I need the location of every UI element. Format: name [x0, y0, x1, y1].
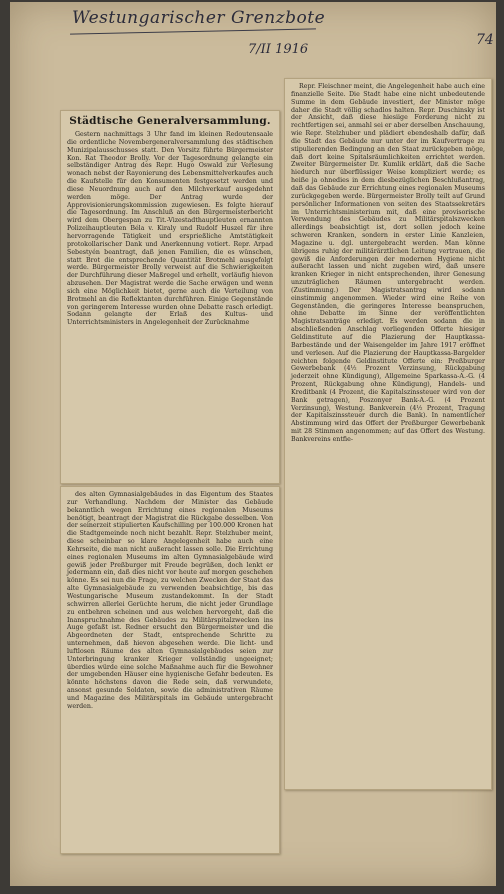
article-clipping-3	[284, 78, 492, 790]
article-column-3	[285, 79, 491, 444]
article-heading: Städtische Generalversammlung.	[69, 115, 271, 127]
article-column-1	[61, 131, 279, 327]
handwritten-underline	[70, 28, 316, 34]
handwritten-date: 7/II 1916	[248, 42, 309, 57]
article-clipping-1	[60, 110, 280, 484]
article-text-col1: Gestern nachmittags 3 Uhr fand im kleinen Redoutensaale die ordentliche Novembergeneralversammlung des städtischen Munizipalausschusses statt. Den Vorsitz führte Bürgermeister Kon. Rat Theodor Brolly. Vor der Tagesordnung gelangte ein selbständiger Antrag des Repr. Hugo Oswald zur Verlesung wonach nebst der Rayonierung des Lebensmittelverkaufes auch die Kaufstelle für den Konsumenten festgesetzt werden und diese Neuordnung auch auf den Milchverkauf ausgedehnt werden möge. Der Antrag wurde der Approvisionierungskommission zugewiesen. Es folgte hierauf die Tagesordnung. Im Anschluß an den Bürgermeisterbericht wird dem Obergespan zu Tit.-Vizestadthauptleuten ernannten Polizeihauptleuten Béla v. Kiraly und Rudolf Huszel für ihre hervorragende Tätigkeit und ersprießliche Amtstätigkeit protokollarischer Dank und Anerkennung votiert. Repr. Arpad Sebestyén beantragt, daß jenen Familien, die es wünschen, statt Brot die entsprechende Quantität Brotmehl ausgefolgt werde. Bürgermeister Brolly verweist auf die Schwierigkeiten der Durchführung dieser Maßregel und erhellt, vorläufig hievon abzusehen. Der Magistrat werde die Sache erwägen und wenn sich eine Möglichkeit bietet, gerne auch die Verteilung von Brotmehl an die Reflektanten durchführen. Einige Gegenstände von geringerem Interesse wurden ohne Debatte rasch erledigt. Sodann gelangte der Erlaß des Kultus- und Unterrichtsministers in Angelegenheit der Zurücknahme	[67, 131, 273, 327]
article-text-col3: Repr. Fleischner meint, die Angelegenheit habe auch eine finanzielle Seite. Die Stadt habe eine nicht unbedeutende Summe in dem Gebäude investiert, der Minister möge daher die Stadt völlig schadlos halten. Repr. Duschinsky ist der Ansicht, daß diese hiesiige Forderung nicht zu rechtfertigen sei, anmahl sei er aber derselben Anschauung, wie Repr. Stelzhuber und plädiert ebendeshalb dafür, daß die Stadt das Gebäude nur unter der im Kaufvertrage zu stipulierenden Bedingung an den Staat zurückgeben möge, daß dort keine Spitalsräumlichkeiten errichtet werden. Zweiter Bürgermeister Dr. Kumlik erklärt, daß die Sache hiedurch nur überflüssiger Weise kompliziert werde; es heiße ja ohnedies in dem diesbezüglichen Beschlußantrag, daß das Gebäude zur Errichtung eines regionalen Museums zurückgegeben werde. Bürgermeister Brolly teilt auf Grund persönlicher Informationen von seiten des Staatssekretärs im Unterrichtsministerium mit, daß eine provisorische Verwendung des Gebäudes zu Militärspitalszwecken allerdings beabsichtigt ist, dort sollen jedoch keine schweren Kranken, sondern in erster Linie Kanzleien, Magazine u. dgl. untergebracht werden. Man könne übrigens ruhig der militärärztlichen Leitung vertrauen, die gewiß die Anforderungen der modernen Hygiene nicht außeracht lassen und nicht zugeben wird, daß unsere kranken Krieger in nicht entsprechenden, ihrer Genesung unzuträglichen Räumen untergebracht werden. (Zustimmung.) Der Magistratsantrag wird sodann einstimmig angenommen. Wieder wird eine Reihe von Gegenständen, die geringeres Interesse beanspruchen, ohne Debatte im Sinne der veröffentlichten Magistratsanträge erledigt. Es werden sodann die in abschließenden Anschlag vorliegenden Offerte hiesiger Geldinstitute auf die Plazierung der Hauptkassa-Barbestände und der Waisengelder im Jahre 1917 eröffnet und verlesen. Auf die Plazierung der Hauptkassa-Bargelder reichten folgende Geldinstitute Offerte ein: Preßburger Gewerbebank (4½ Prozent Verzinsung, Rückgabung jederzeit ohne Kündigung), Allgemeine Sparkassa-A.-G. (4 Prozent, Rückgabung ohne Kündigung), Handels- und Kreditbank (4 Prozent, die Kapitalszinssteuer wird von der Bank getragen), Poszonyer Bank-A.-G. (4 Prozent Verzinsung), Westung. Bankverein (4½ Prozent, Tragung der Kapitalszinssteuer durch die Bank). In namentlicher Abstimmung wird das Offert der Preßburger Gewerbebank mit 28 Stimmen angenommen; auf das Offert des Westung. Bankvereins entfie-	[291, 83, 486, 443]
article-clipping-2	[60, 486, 280, 854]
article-text-col2: des alten Gymnasialgebäudes in das Eigentum des Staates zur Verhandlung. Nachdem der Minister das Gebäude bekanntlich wegen Errichtung eines regionalen Museums benötigt, beantragt der Magistrat die Rückgabe desselben. Von der seinerzeit stipulierten Kaufschilling per 100.000 Kronen hat die Stadtgemeinde noch nicht bezahlt. Repr. Stelzhuber meint, diese scheinbar so klare Angelegenheit habe auch eine Kehrseite, die man nicht außeracht lassen solle. Die Errichtung eines regionalen Museums im alten Gymnasialgebäude wird gewiß jeder Preßburger mit Freude begrüßen, doch lenkt er jedermann ein, daß dies nicht vor heute auf morgen geschehen könne. Es sei nun die Frage, zu welchen Zwecken der Staat das alte Gymnasialgebäude zu verwenden beabsichtige, bis das Westungarische Museum zustandekommt. In der Stadt schwirren allerlei Gerüchte herum, die nicht jeder Grundlage zu entbehren scheinen und aus welchen hervorgeht, daß die Inanspruchnahme des Gebäudes zu Militärspitalzwecken ins Auge gefaßt ist. Redner ersucht den Bürgermeister und die Abgeordneten der Stadt, entsprechende Schritte zu unternehmen, daß hievon abgesehen werde. Die licht- und luftlosen Räume des alten Gymnasialgebäudes seien zur Unterbringung kranker Krieger vollständig ungeeignet; überdies würde eine solche Maßnahme auch für die Bewohner der umgebenden Häuser eine hygienische Gefahr bedeuten. Es könnte höchstens davon die Rede sein, daß verwundete, ansonst gesunde Soldaten, sowie die administrativen Räume und Magazine des Militärspitals im Gebäude untergebracht werden.	[67, 491, 273, 710]
handwritten-page-number: 74	[476, 32, 494, 48]
handwritten-newspaper-title: Westungarischer Grenzbote	[72, 8, 326, 28]
article-column-2	[61, 487, 279, 711]
